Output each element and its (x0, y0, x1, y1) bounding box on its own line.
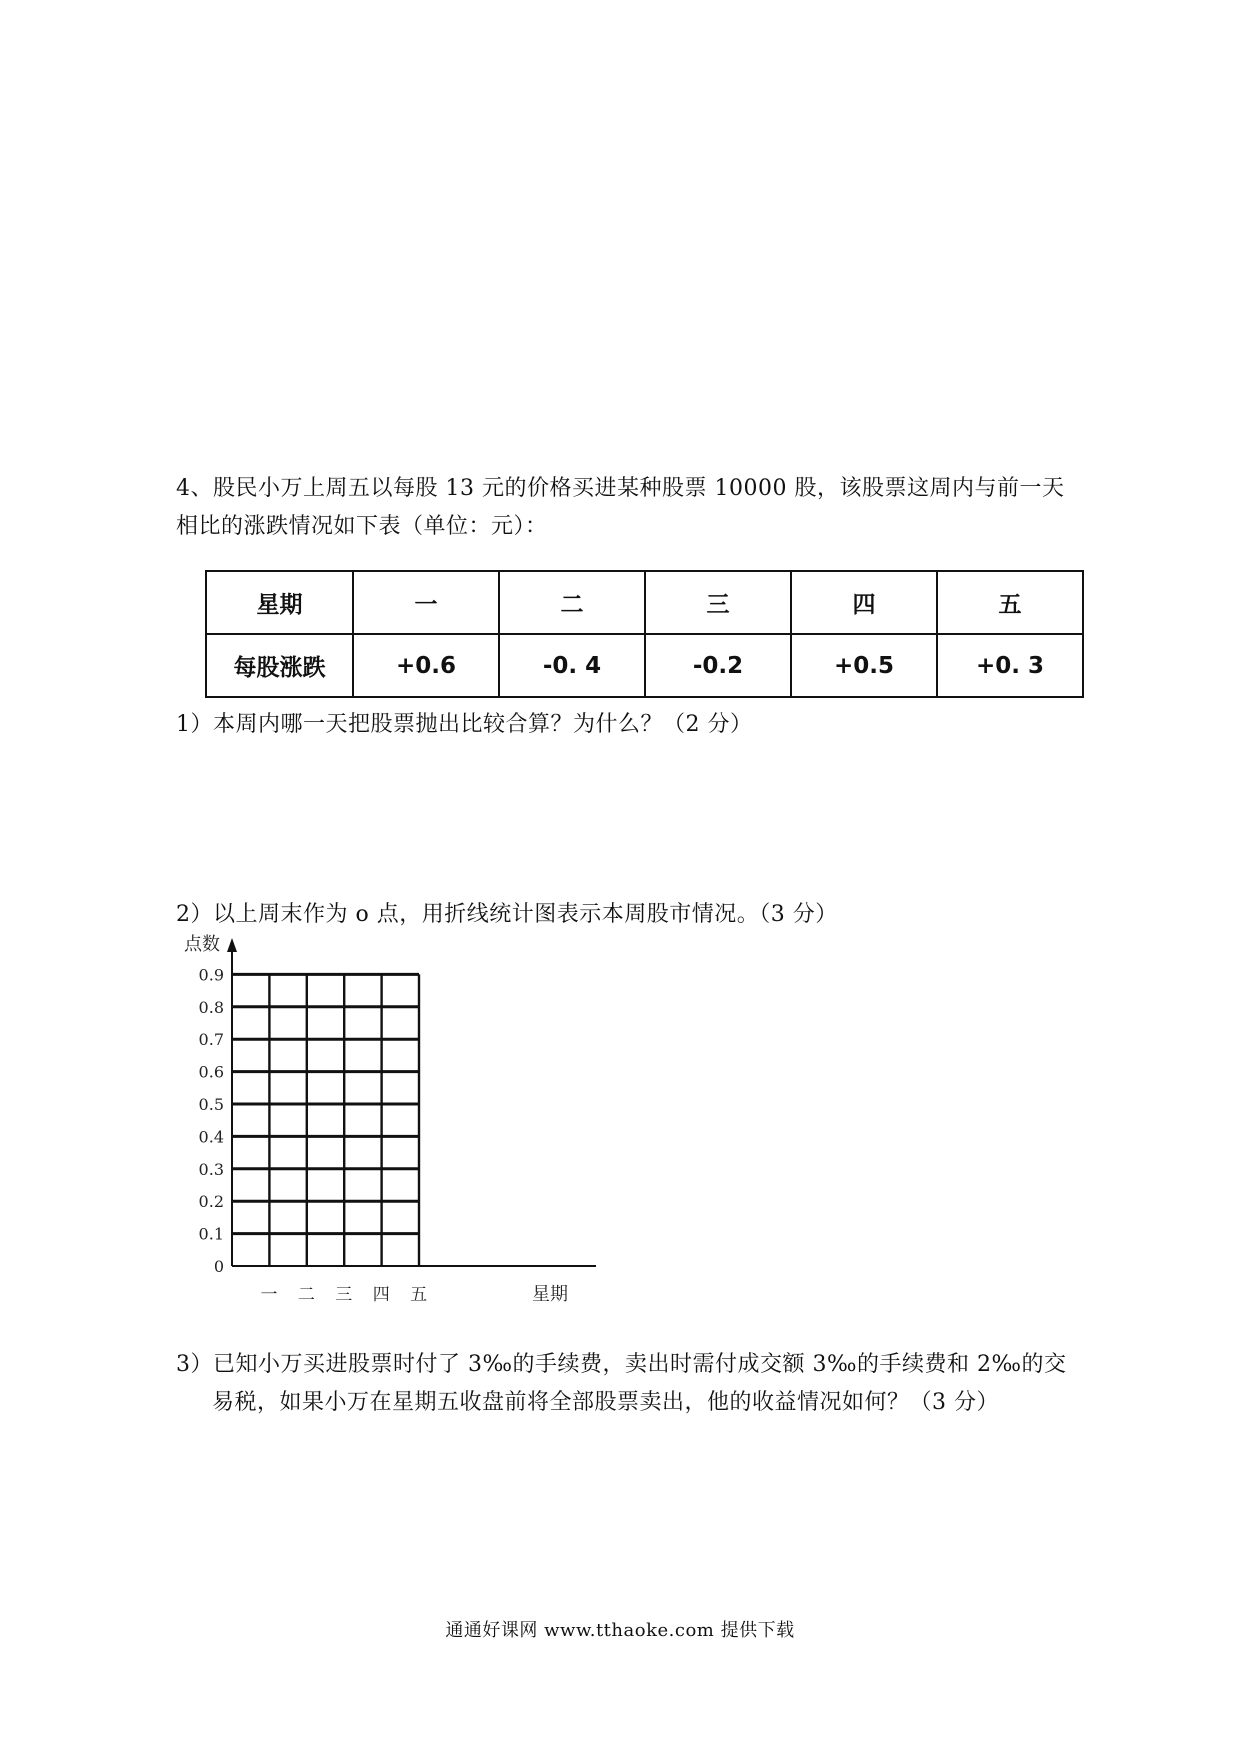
x-category-label: 一 (260, 1285, 278, 1305)
x-category-label: 五 (410, 1285, 428, 1305)
table-header-change: 每股涨跌 (206, 634, 353, 697)
y-tick-label: 0.5 (198, 1095, 224, 1114)
subquestion-3-line-1: 3）已知小万买进股票时付了 3‰的手续费，卖出时需付成交额 3‰的手续费和 2‰的交 (176, 1352, 1067, 1377)
table-cell-day: 五 (937, 571, 1083, 634)
page-footer: 通通好课网 www.tthaoke.com 提供下载 (445, 1620, 795, 1641)
y-tick-label: 0.2 (198, 1192, 224, 1212)
question-4-line-1: 4、股民小万上周五以每股 13 元的价格买进某种股票 10000 股，该股票这周内与前一天 (176, 476, 1065, 501)
y-tick-label: 0.7 (198, 1030, 224, 1050)
subquestion-2-text: 2）以上周末作为 o 点，用折线统计图表示本周股市情况。（3 分） (176, 902, 838, 927)
x-category-label: 三 (335, 1285, 353, 1305)
chart-labels (184, 934, 568, 1305)
y-tick-label: 0.3 (198, 1159, 224, 1179)
y-axis-arrow-icon (227, 938, 237, 952)
table-cell-change: +0.6 (353, 634, 499, 697)
subquestion-3-line-2: 易税，如果小万在星期五收盘前将全部股票卖出，他的收益情况如何？（3 分） (212, 1390, 999, 1415)
x-category-label: 二 (297, 1285, 315, 1305)
table-cell-day: 二 (499, 571, 645, 634)
chart-axes (227, 938, 596, 1266)
x-category-label: 四 (372, 1285, 390, 1305)
y-tick-label: 0.1 (198, 1224, 224, 1244)
chart-grid (232, 974, 419, 1266)
table-cell-day: 一 (353, 571, 499, 634)
table-cell-change: -0.2 (645, 634, 791, 697)
table-cell-change: +0.5 (791, 634, 937, 697)
y-tick-label: 0.6 (198, 1062, 224, 1082)
y-tick-label: 0.4 (198, 1127, 224, 1147)
y-axis-label: 点数 (184, 934, 220, 955)
table-cell-change: +0. 3 (937, 634, 1083, 697)
y-tick-label: 0.8 (198, 997, 224, 1017)
x-axis-label: 星期 (532, 1284, 568, 1305)
subquestion-1-text: 1）本周内哪一天把股票抛出比较合算？为什么？（2 分） (176, 712, 753, 737)
table-cell-day: 三 (645, 571, 791, 634)
y-tick-label: 0 (213, 1257, 224, 1276)
table-cell-change: -0. 4 (499, 634, 645, 697)
y-tick-label: 0.9 (198, 965, 224, 985)
question-4-line-2: 相比的涨跌情况如下表（单位：元）： (176, 514, 548, 539)
table-header-weekday: 星期 (206, 571, 353, 634)
table-cell-day: 四 (791, 571, 937, 634)
subquestion-3 (176, 1346, 1136, 1422)
